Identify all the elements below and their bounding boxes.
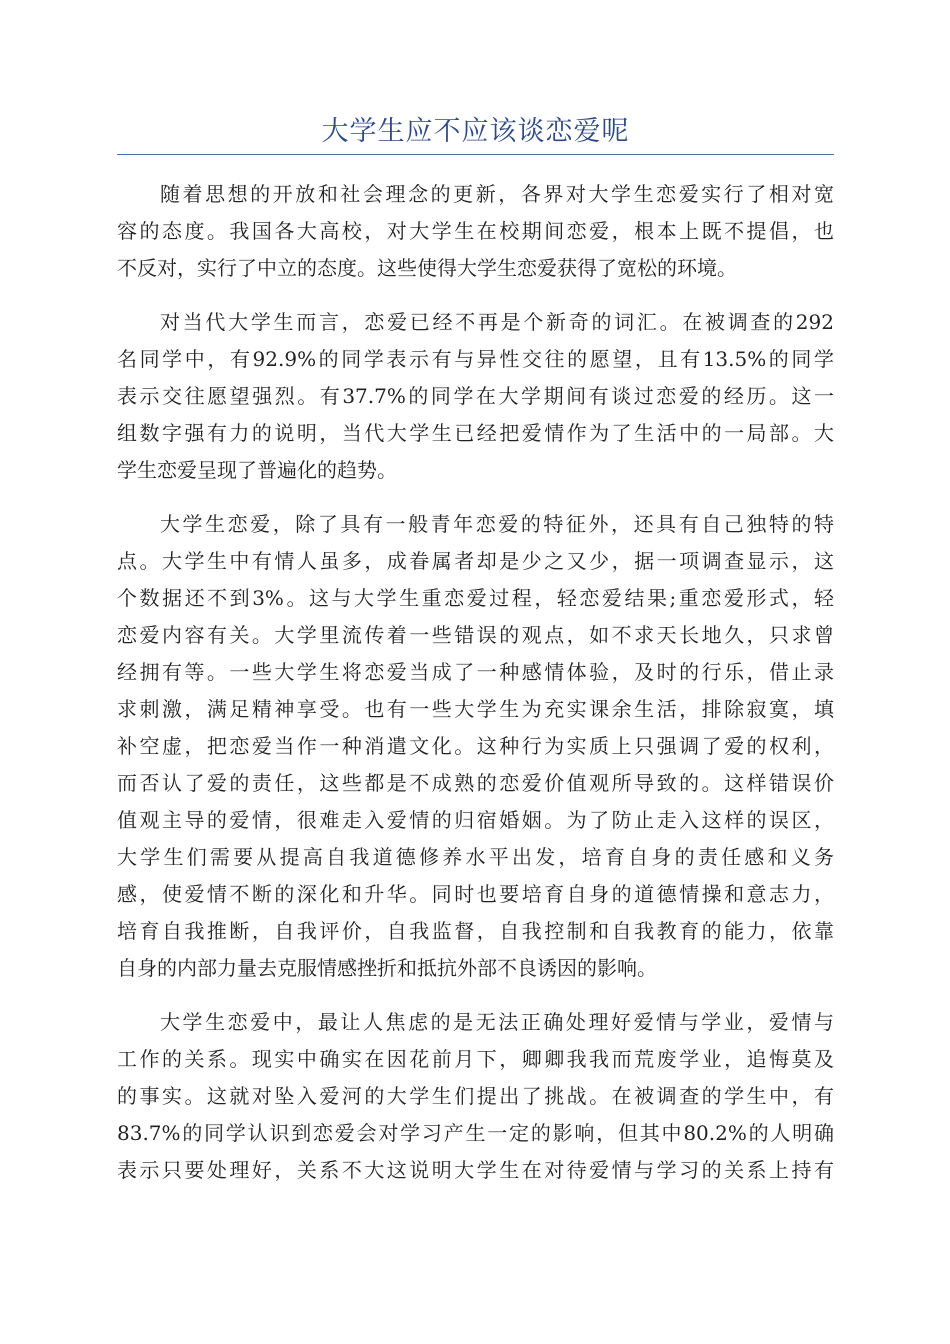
text-line: 大学生们需要从提高自我道德修养水平出发，培育自身的责任感和义务 <box>117 845 834 869</box>
text-line: 求刺激，满足精神享受。也有一些大学生为充实课余生活，排除寂寞，填 <box>117 697 834 721</box>
text-line: 自身的内部力量去克服情感挫折和抵抗外部不良诱因的影响。 <box>117 956 657 980</box>
paragraph-1 <box>117 176 834 287</box>
text-line: 名同学中，有92.9%的同学表示有与异性交往的愿望，且有13.5%的同学 <box>117 347 834 371</box>
paragraph-4 <box>117 1004 834 1189</box>
text-line: 随着思想的开放和社会理念的更新，各界对大学生恋爱实行了相对宽 <box>160 182 834 206</box>
text-line: 恋爱内容有关。大学里流传着一些错误的观点，如不求天长地久，只求曾 <box>117 623 834 647</box>
text-line: 的事实。这就对坠入爱河的大学生们提出了挑战。在被调查的学生中，有 <box>117 1084 834 1108</box>
text-line: 感，使爱情不断的深化和升华。同时也要培育自身的道德情操和意志力， <box>117 882 834 906</box>
document-title: 大学生应不应该谈恋爱呢 <box>321 116 630 147</box>
text-line: 大学生恋爱中，最让人焦虑的是无法正确处理好爱情与学业，爱情与 <box>160 1010 834 1034</box>
text-line: 表示交往愿望强烈。有37.7%的同学在大学期间有谈过恋爱的经历。这一 <box>117 384 834 408</box>
text-line: 对当代大学生而言，恋爱已经不再是个新奇的词汇。在被调查的292 <box>160 310 834 334</box>
text-line: 而否认了爱的责任，这些都是不成熟的恋爱价值观所导致的。这样错误价 <box>117 771 834 795</box>
text-line: 点。大学生中有情人虽多，成眷属者却是少之又少，据一项调查显示，这 <box>117 549 834 573</box>
text-line: 值观主导的爱情，很难走入爱情的归宿婚姻。为了防止走入这样的误区， <box>117 808 834 832</box>
title-underline <box>117 154 834 155</box>
text-line: 不反对，实行了中立的态度。这些使得大学生恋爱获得了宽松的环境。 <box>117 256 737 280</box>
text-line: 工作的关系。现实中确实在因花前月下，卿卿我我而荒废学业，追悔莫及 <box>117 1047 834 1071</box>
text-line: 组数字强有力的说明，当代大学生已经把爱情作为了生活中的一局部。大 <box>117 421 834 445</box>
text-line: 表示只要处理好，关系不大这说明大学生在对待爱情与学习的关系上持有 <box>117 1158 834 1182</box>
text-line: 学生恋爱呈现了普遍化的趋势。 <box>117 458 397 482</box>
document-body <box>117 176 834 1206</box>
text-line: 培育自我推断，自我评价，自我监督，自我控制和自我教育的能力，依靠 <box>117 919 834 943</box>
paragraph-3 <box>117 506 834 987</box>
text-line: 个数据还不到3%。这与大学生重恋爱过程，轻恋爱结果;重恋爱形式，轻 <box>117 586 834 610</box>
text-line: 大学生恋爱，除了具有一般青年恋爱的特征外，还具有自己独特的特 <box>160 512 834 536</box>
text-line: 经拥有等。一些大学生将恋爱当成了一种感情体验，及时的行乐，借止录 <box>117 660 834 684</box>
text-line: 补空虚，把恋爱当作一种消遣文化。这种行为实质上只强调了爱的权利， <box>117 734 834 758</box>
paragraph-2 <box>117 304 834 489</box>
text-line: 容的态度。我国各大高校，对大学生在校期间恋爱，根本上既不提倡，也 <box>117 219 834 243</box>
text-line: 83.7%的同学认识到恋爱会对学习产生一定的影响，但其中80.2%的人明确 <box>117 1121 834 1145</box>
